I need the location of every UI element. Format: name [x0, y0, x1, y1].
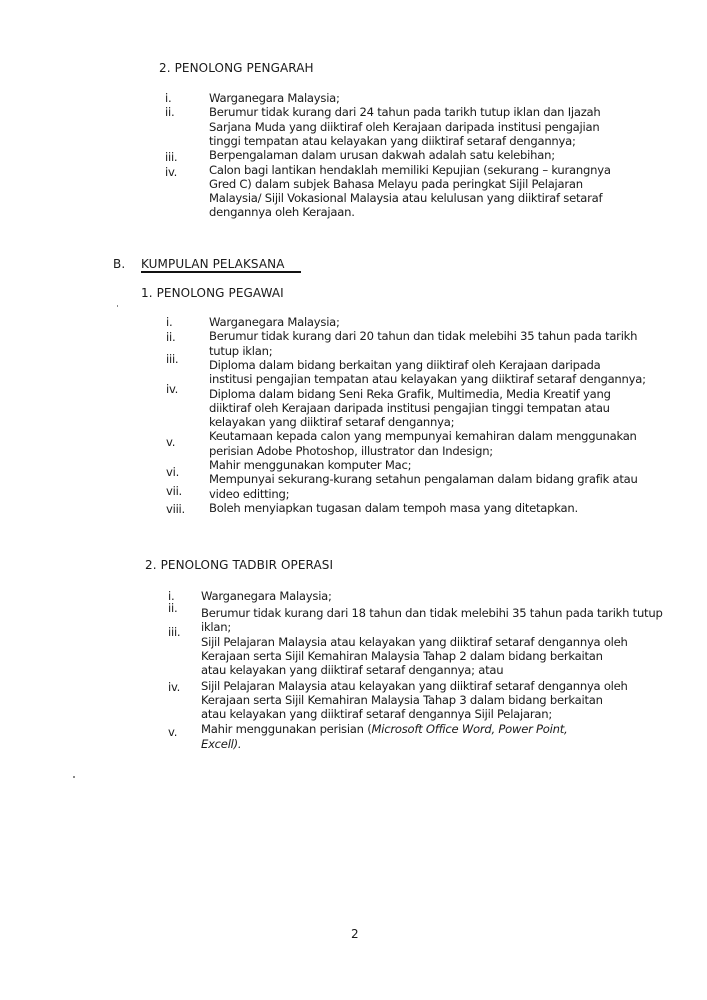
list-item-number: i.	[165, 91, 172, 105]
section-title-underline	[141, 271, 301, 273]
list-item-number: viii.	[166, 502, 185, 516]
list-item-number: v.	[168, 725, 178, 739]
section-title-kumpulan-pelaksana: KUMPULAN PELAKSANA	[141, 257, 285, 271]
list-item-text: Sijil Pelajaran Malaysia atau kelayakan yang diiktiraf setaraf dengannya oleh	[201, 679, 628, 693]
page-number: 2	[351, 927, 359, 941]
list-item-number: ii.	[165, 105, 175, 120]
list-item-number: ii.	[168, 601, 178, 615]
list-item-text: Warganegara Malaysia;	[209, 315, 340, 329]
list-item-number: vii.	[166, 484, 182, 498]
list-item-text: Kerajaan serta Sijil Kemahiran Malaysia Tahap 2 dalam bidang berkaitan	[201, 649, 603, 663]
list-item-text: Malaysia/ Sijil Vokasional Malaysia atau kelulusan yang diiktiraf setaraf	[209, 191, 603, 206]
list-item-number: iv.	[168, 680, 181, 694]
list-item-text: Calon bagi lantikan hendaklah memiliki Kepujian (sekurang – kurangnya	[209, 162, 611, 177]
list-item-text-prefix: Mahir menggunakan perisian (	[201, 722, 372, 736]
list-item-number: vi.	[166, 465, 180, 479]
heading-penolong-tadbir-operasi: 2. PENOLONG TADBIR OPERASI	[145, 558, 334, 572]
list-item-text: tinggi tempatan atau kelayakan yang diiktiraf setaraf dengannya;	[209, 133, 576, 148]
list-item-text: video editting;	[209, 486, 290, 501]
list-item-text: institusi pengajian tempatan atau kelayakan yang diiktiraf setaraf dengannya;	[209, 372, 646, 387]
heading-penolong-pegawai: 1. PENOLONG PEGAWAI	[141, 286, 284, 300]
list-item-text: Sijil Pelajaran Malaysia atau kelayakan yang diiktiraf setaraf dengannya oleh	[201, 635, 628, 649]
list-item-text: perisian Adobe Photoshop, illustrator dan Indesign;	[209, 443, 493, 458]
list-item-text: Berumur tidak kurang dari 18 tahun dan tidak melebihi 35 tahun pada tarikh tutup	[201, 606, 663, 620]
list-item-number: v.	[166, 435, 176, 449]
scan-speck	[73, 776, 75, 778]
list-item-text: Berumur tidak kurang dari 20 tahun dan tidak melebihi 35 tahun pada tarikh	[209, 329, 638, 344]
list-item-number: iii.	[165, 150, 178, 165]
list-item-text: kelayakan yang diiktiraf setaraf dengannya;	[209, 415, 455, 430]
list-item-text: Mempunyai sekurang-kurang setahun pengalaman dalam bidang grafik atau	[209, 472, 638, 487]
list-item-number: iii.	[166, 352, 179, 366]
list-item-text: Berumur tidak kurang dari 24 tahun pada tarikh tutup iklan dan Ijazah	[209, 105, 601, 120]
list-item-text	[201, 737, 241, 751]
list-item-text: Boleh menyiapkan tugasan dalam tempoh masa yang ditetapkan.	[209, 500, 578, 515]
scan-speck	[117, 305, 118, 307]
list-item-text: diiktiraf oleh Kerajaan daripada institusi pengajian tinggi tempatan atau	[209, 400, 610, 415]
list-item-text: Warganegara Malaysia;	[209, 91, 340, 105]
list-item-text: Sarjana Muda yang diiktiraf oleh Kerajaan daripada institusi pengajian	[209, 119, 600, 134]
software-list-italic: Microsoft Office Word, Power Point,	[371, 722, 568, 736]
list-item-text: tutup iklan;	[209, 343, 273, 358]
list-item-text: Warganegara Malaysia;	[201, 589, 332, 603]
list-item-text: Diploma dalam bidang berkaitan yang diiktiraf oleh Kerajaan daripada	[209, 357, 601, 372]
list-item-number: iv.	[165, 164, 178, 179]
list-item-text: Diploma dalam bidang Seni Reka Grafik, Multimedia, Media Kreatif yang	[209, 386, 611, 401]
list-item-text: Mahir menggunakan komputer Mac;	[209, 458, 412, 472]
list-item-text: Kerajaan serta Sijil Kemahiran Malaysia Tahap 3 dalam bidang berkaitan	[201, 693, 603, 707]
list-item-text: dengannya oleh Kerajaan.	[209, 205, 355, 220]
list-item-text	[201, 722, 567, 736]
list-item-number: iii.	[168, 625, 181, 639]
list-item-text: iklan;	[201, 620, 232, 634]
list-item-number: iv.	[166, 382, 179, 396]
list-item-number: ii.	[166, 330, 176, 344]
list-item-text: atau kelayakan yang diiktiraf setaraf dengannya Sijil Pelajaran;	[201, 707, 552, 721]
list-item-number: i.	[168, 589, 175, 603]
list-item-text: Keutamaan kepada calon yang mempunyai kemahiran dalam menggunakan	[209, 429, 637, 444]
heading-penolong-pengarah: 2. PENOLONG PENGARAH	[159, 61, 314, 75]
list-item-text: Berpengalaman dalam urusan dakwah adalah satu kelebihan;	[209, 148, 555, 163]
software-list-italic: Excell).	[201, 737, 242, 751]
section-letter: B.	[113, 257, 126, 271]
list-item-text: Gred C) dalam subjek Bahasa Melayu pada peringkat Sijil Pelajaran	[209, 176, 583, 191]
list-item-number: i.	[166, 315, 173, 329]
list-item-text: atau kelayakan yang diiktiraf setaraf dengannya; atau	[201, 663, 504, 677]
